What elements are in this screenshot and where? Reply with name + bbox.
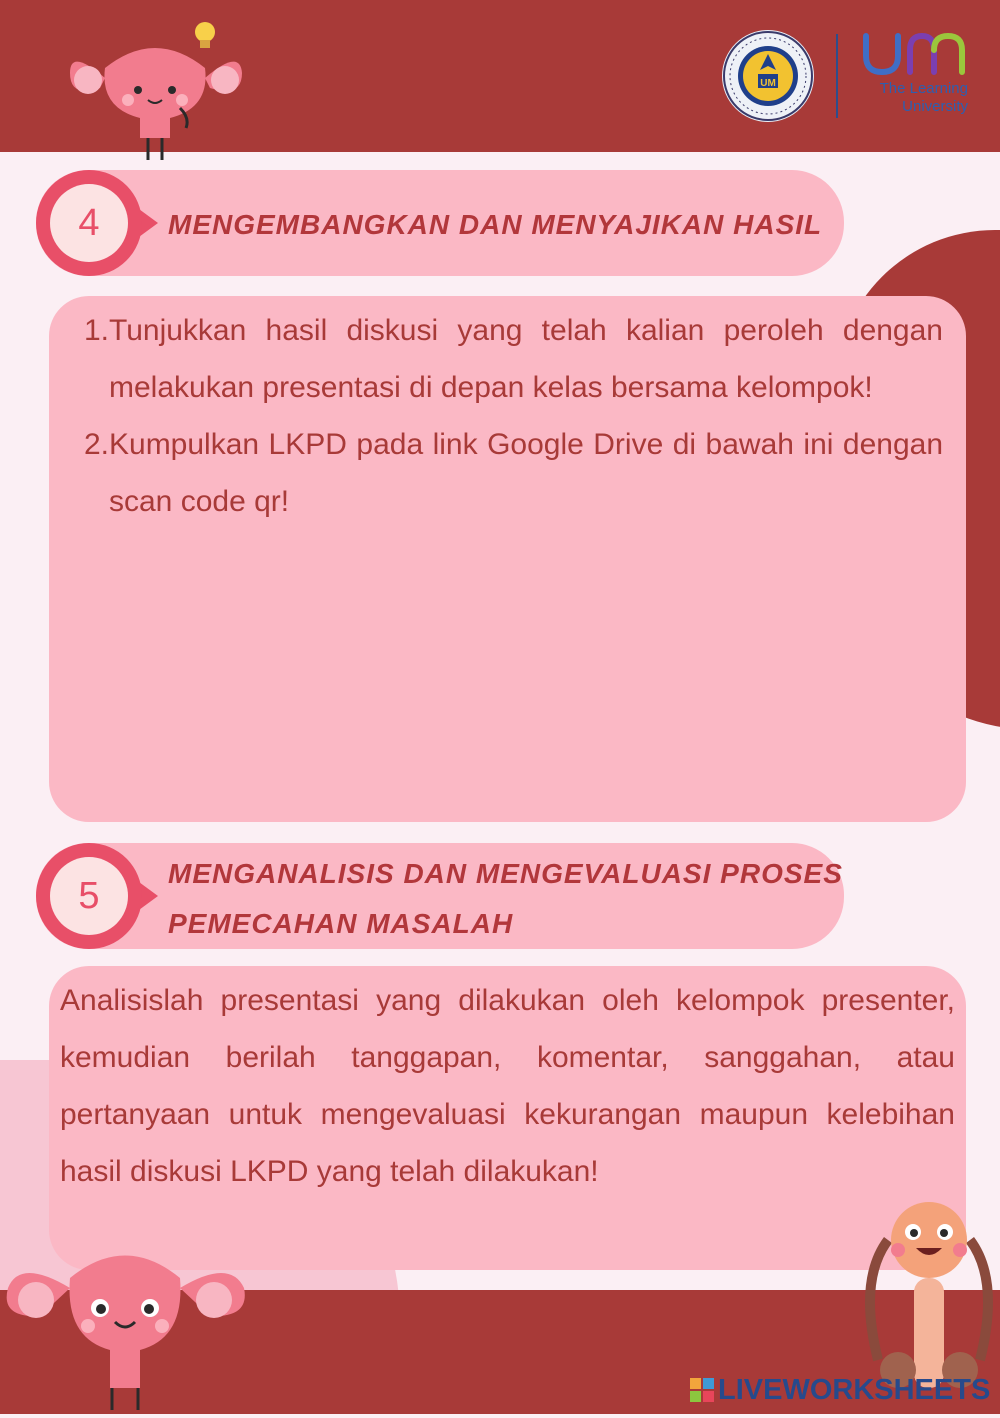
- um-tagline: The Learning University: [879, 80, 968, 115]
- list-text: Kumpulkan LKPD pada link Google Drive di bawah ini dengan scan code qr!: [109, 428, 943, 518]
- section-title: MENGEMBANGKAN DAN MENYAJIKAN HASIL: [168, 209, 823, 240]
- liveworksheets-logo-icon: [690, 1378, 714, 1402]
- list-number: 2.: [83, 428, 109, 461]
- section-5-header: [36, 843, 844, 949]
- title-line-2: PEMECAHAN MASALAH: [168, 908, 514, 939]
- section-4-header: [36, 170, 844, 276]
- uterus-mascot-flexing-icon: [0, 1238, 250, 1414]
- step-number: 4: [50, 184, 128, 262]
- list-item: [75, 416, 943, 530]
- header-logos: [722, 30, 972, 122]
- title-line-1: MENGANALISIS DAN MENGEVALUASI PROSES: [168, 858, 843, 889]
- section-5-content: [49, 966, 966, 1270]
- watermark-text: LIVEWORKSHEETS: [718, 1374, 991, 1406]
- step-number-badge: [36, 843, 142, 949]
- um-logo-icon: [860, 30, 970, 78]
- step-list: [75, 302, 943, 530]
- uterus-mascot-lightbulb-icon: [60, 18, 250, 168]
- step-number-badge: [36, 170, 142, 276]
- list-item: [75, 302, 943, 416]
- instruction-text: Analisislah presentasi yang dilakukan oleh kelompok presenter, kemudian berilah tanggapan, komentar, sanggahan, atau pertanyaan untuk mengevaluasi kekurangan maupun kelebihan hasil diskusi LKPD yang telah dilakukan!: [60, 984, 955, 1188]
- section-4-content: [49, 296, 966, 822]
- male-reproductive-mascot-icon: [858, 1200, 1000, 1400]
- list-number: 1.: [83, 314, 109, 347]
- list-text: Tunjukkan hasil diskusi yang telah kalian peroleh dengan melakukan presentasi di depan kelas bersama kelompok!: [109, 314, 943, 404]
- svg-text:UM: UM: [760, 78, 776, 89]
- step-number: 5: [50, 857, 128, 935]
- university-seal-icon: [722, 30, 814, 122]
- logo-divider: [836, 34, 838, 118]
- section-title: [168, 849, 848, 949]
